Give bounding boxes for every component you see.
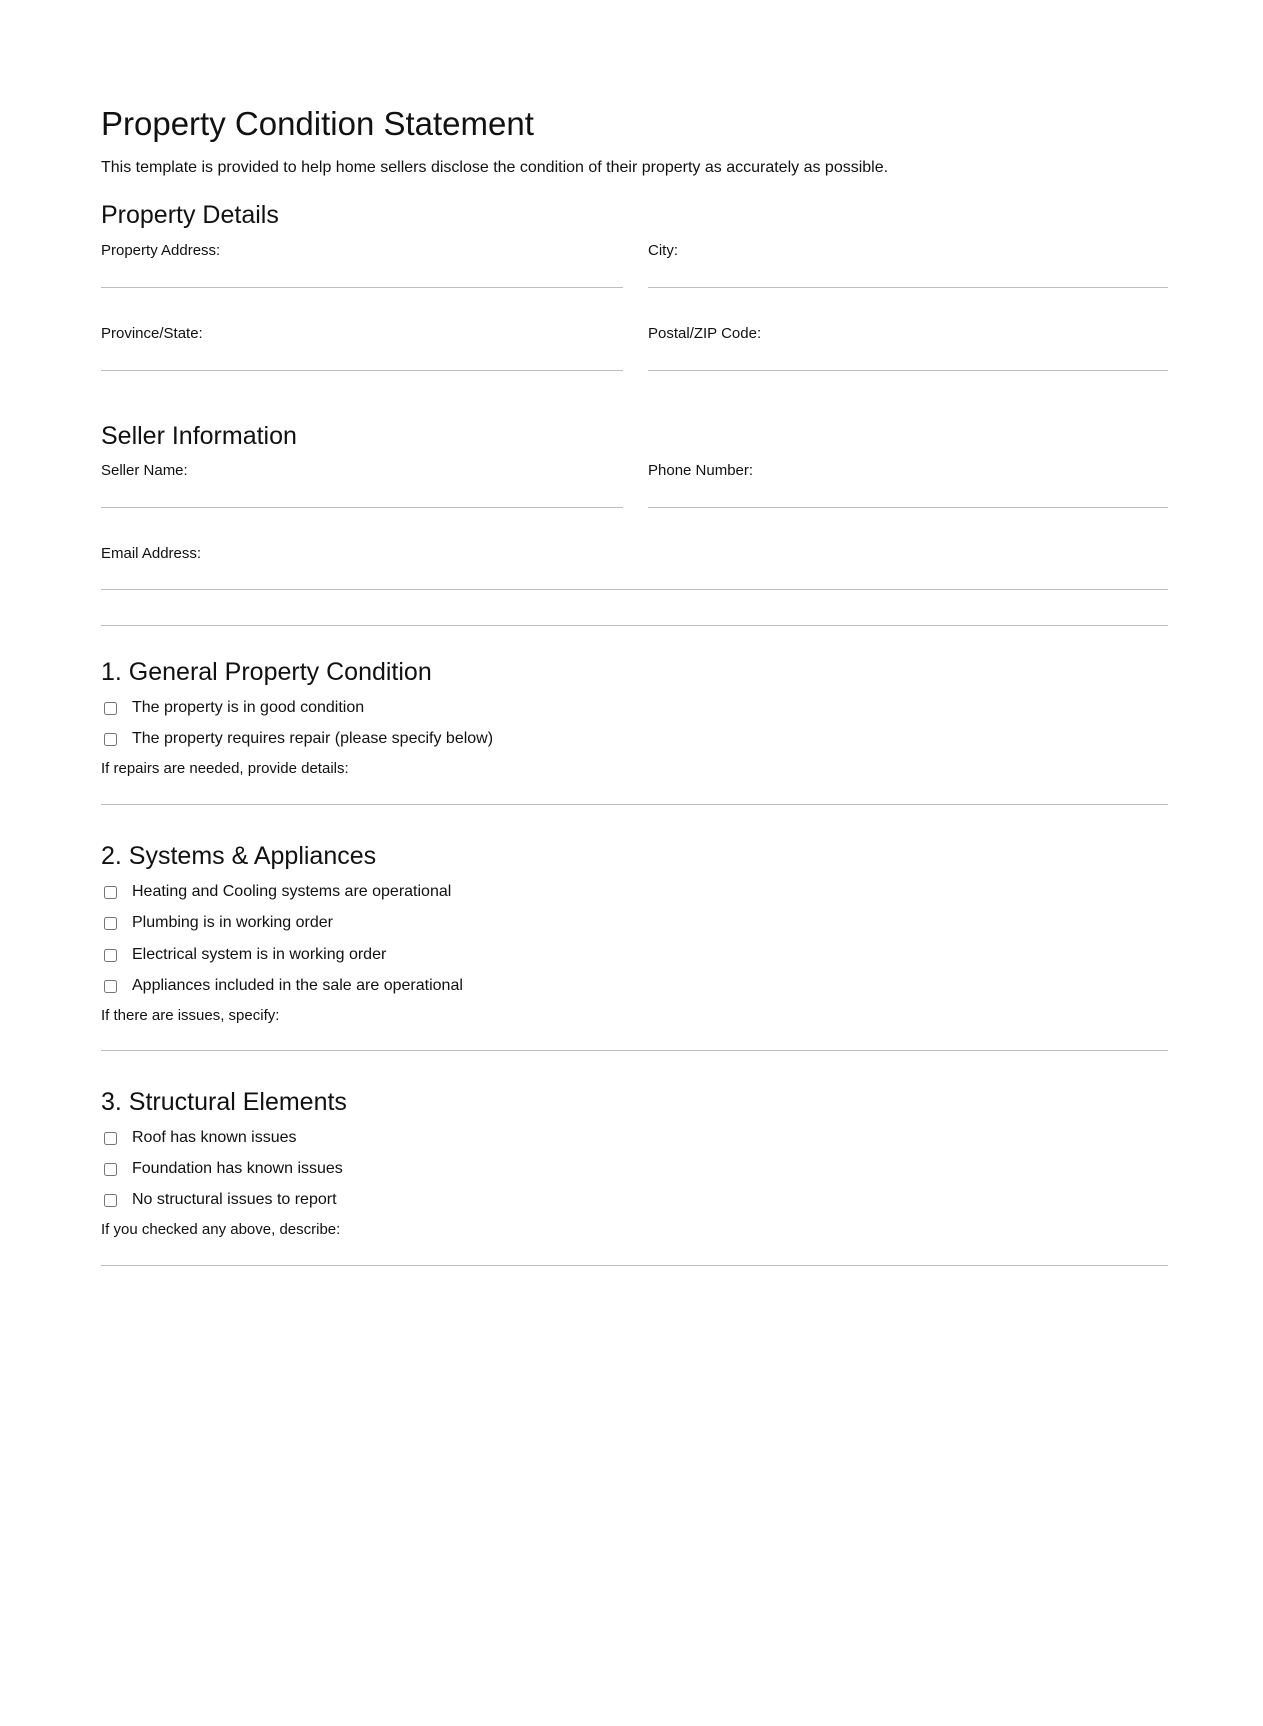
page-title: Property Condition Statement [101,105,534,142]
checkbox-label: Foundation has known issues [132,1160,343,1177]
checkbox-box[interactable] [104,733,117,746]
intro-text: This template is provided to help home sellers disclose the condition of their property as accurately as possible. [101,159,889,176]
section-systems-appliances-heading: 2. Systems & Appliances [101,842,377,870]
property-address-label: Property Address: [101,242,221,259]
checkbox-box[interactable] [104,917,117,930]
checkbox-label: The property is in good condition [132,699,365,716]
checkbox-roof-issues[interactable] [104,1127,297,1149]
checkbox-label: The property requires repair (please specify below) [132,730,494,747]
checkbox-foundation-issues[interactable] [104,1158,343,1180]
checkbox-heating-cooling[interactable] [104,881,451,903]
email-address-input[interactable] [101,563,1168,590]
checkbox-box[interactable] [104,1194,117,1207]
property-details-heading: Property Details [101,201,279,229]
checkbox-box[interactable] [104,980,117,993]
phone-number-input[interactable] [648,481,1168,508]
checkbox-label: Electrical system is in working order [132,946,387,963]
email-address-label: Email Address: [101,545,202,562]
phone-number-label: Phone Number: [648,462,754,479]
checkbox-label: Roof has known issues [132,1129,297,1146]
systems-issues-input[interactable] [101,1026,1168,1051]
checkbox-good-condition[interactable] [104,697,364,719]
checkbox-plumbing[interactable] [104,912,333,934]
checkbox-no-structural-issues[interactable] [104,1189,337,1211]
section-divider [101,625,1168,626]
checkbox-label: Plumbing is in working order [132,914,333,931]
repair-details-label: If repairs are needed, provide details: [101,760,349,777]
checkbox-requires-repair[interactable] [104,728,493,750]
province-state-label: Province/State: [101,325,203,342]
checkbox-box[interactable] [104,702,117,715]
structural-describe-input[interactable] [101,1241,1168,1266]
postal-zip-input[interactable] [648,344,1168,371]
checkbox-label: Appliances included in the sale are operational [132,977,463,994]
checkbox-electrical[interactable] [104,944,386,966]
seller-name-input[interactable] [101,481,623,508]
city-input[interactable] [648,261,1168,288]
city-label: City: [648,242,678,259]
property-address-input[interactable] [101,261,623,288]
section-general-condition-heading: 1. General Property Condition [101,658,432,686]
postal-zip-label: Postal/ZIP Code: [648,325,762,342]
checkbox-box[interactable] [104,886,117,899]
checkbox-box[interactable] [104,1132,117,1145]
checkbox-box[interactable] [104,1163,117,1176]
province-state-input[interactable] [101,344,623,371]
repair-details-input[interactable] [101,780,1168,805]
checkbox-label: Heating and Cooling systems are operational [132,883,452,900]
checkbox-appliances[interactable] [104,975,463,997]
section-structural-heading: 3. Structural Elements [101,1088,347,1116]
seller-name-label: Seller Name: [101,462,188,479]
checkbox-box[interactable] [104,949,117,962]
systems-issues-label: If there are issues, specify: [101,1007,280,1024]
structural-describe-label: If you checked any above, describe: [101,1221,341,1238]
checkbox-label: No structural issues to report [132,1191,337,1208]
seller-information-heading: Seller Information [101,422,297,450]
